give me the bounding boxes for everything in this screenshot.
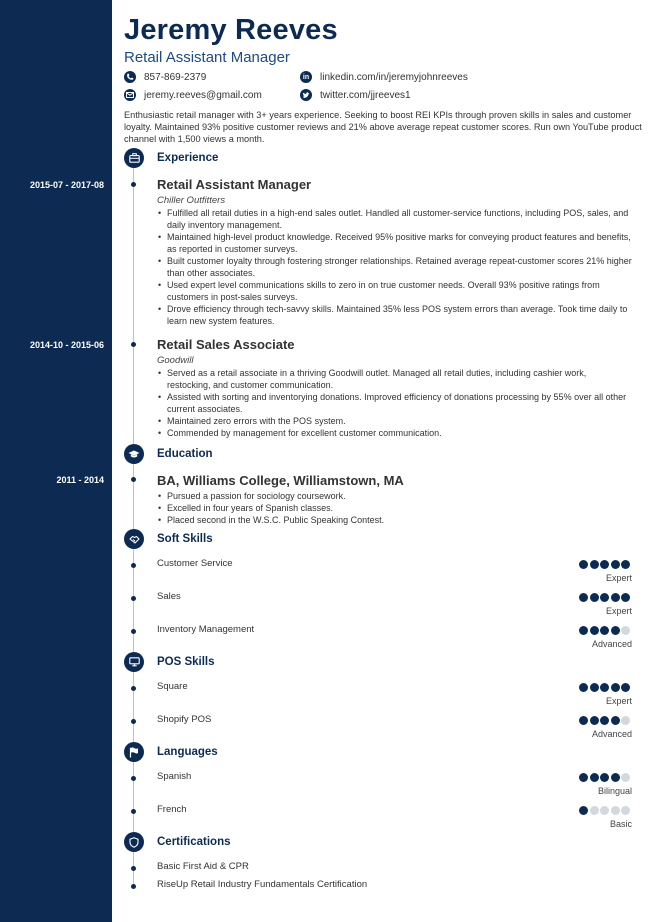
- email-text[interactable]: jeremy.reeves@gmail.com: [144, 89, 262, 101]
- language-name: Spanish: [157, 771, 192, 782]
- rating-dot-filled: [611, 716, 620, 725]
- rating-dot-filled: [590, 716, 599, 725]
- twitter-contact: [300, 89, 411, 101]
- candidate-role: Retail Assistant Manager: [124, 49, 290, 66]
- bullet-item: • Maintained zero errors with the POS system.: [157, 415, 632, 427]
- rating-dot-empty: [621, 773, 630, 782]
- briefcase-icon: [124, 148, 144, 168]
- skill-level: Advanced: [591, 729, 632, 739]
- resume-header: [112, 0, 652, 922]
- skill-name: Sales: [157, 591, 181, 602]
- rating-dot-filled: [600, 683, 609, 692]
- rating-dot-filled: [600, 560, 609, 569]
- job-bullets: [157, 367, 632, 439]
- education-bullets: [157, 490, 632, 526]
- job-bullets: [157, 207, 632, 327]
- bullet-item: • Commended by management for excellent customer communication.: [157, 427, 632, 439]
- section-title-languages: Languages: [157, 746, 218, 758]
- language-level: Basic: [609, 819, 632, 829]
- timeline-dot: [131, 596, 136, 601]
- skill-level: Expert: [605, 606, 632, 616]
- section-title-education: Education: [157, 448, 213, 460]
- language-rating: [579, 773, 630, 782]
- linkedin-contact: [300, 71, 468, 83]
- twitter-text[interactable]: twitter.com/jjreeves1: [320, 89, 411, 101]
- skill-rating: [579, 626, 630, 635]
- phone-text[interactable]: 857-869-2379: [144, 71, 207, 83]
- rating-dot-filled: [611, 773, 620, 782]
- skill-rating: [579, 716, 630, 725]
- profile-summary: Enthusiastic retail manager with 3+ years experience. Seeking to boost REI KPIs through proven skills in sales and customer loyalty. Maintained 93% positive customer reviews and 21% above average repeat customer scores. Run own YouTube product channel with 1,500 views a month.: [124, 110, 642, 145]
- rating-dot-filled: [611, 593, 620, 602]
- skill-rating: [579, 560, 630, 569]
- candidate-name: Jeremy Reeves: [124, 14, 338, 46]
- job-title: Retail Assistant Manager: [157, 177, 312, 192]
- language-name: French: [157, 804, 187, 815]
- job-dates: 2014-10 - 2015-06: [29, 340, 104, 350]
- bullet-item: • Placed second in the W.S.C. Public Speaking Contest.: [157, 514, 632, 526]
- timeline-dot: [131, 182, 136, 187]
- rating-dot-filled: [579, 560, 588, 569]
- language-level: Bilingual: [597, 786, 632, 796]
- rating-dot-empty: [590, 806, 599, 815]
- timeline-dot: [131, 809, 136, 814]
- bullet-item: • Served as a retail associate in a thriving Goodwill outlet. Managed all retail duties, including cashier work, restocking, and customer communication.: [157, 367, 632, 391]
- rating-dot-filled: [579, 716, 588, 725]
- rating-dot-filled: [590, 593, 599, 602]
- skill-level: Advanced: [591, 639, 632, 649]
- skill-name: Square: [157, 681, 188, 692]
- job-title: Retail Sales Associate: [157, 337, 295, 352]
- certificate-icon: [124, 832, 144, 852]
- flag-icon: [124, 742, 144, 762]
- section-title-pos-skills: POS Skills: [157, 656, 215, 668]
- rating-dot-filled: [590, 626, 599, 635]
- phone-icon: [124, 71, 136, 83]
- rating-dot-filled: [611, 683, 620, 692]
- section-title-experience: Experience: [157, 152, 219, 164]
- sidebar: [0, 0, 112, 922]
- skill-level: Expert: [605, 573, 632, 583]
- rating-dot-filled: [621, 560, 630, 569]
- rating-dot-filled: [590, 560, 599, 569]
- bullet-item: • Excelled in four years of Spanish classes.: [157, 502, 632, 514]
- skill-level: Expert: [605, 696, 632, 706]
- job-company: Goodwill: [157, 355, 194, 366]
- rating-dot-filled: [590, 683, 599, 692]
- language-rating: [579, 806, 630, 815]
- education-title: BA, Williams College, Williamstown, MA: [157, 473, 404, 488]
- section-title-certifications: Certifications: [157, 836, 231, 848]
- bullet-item: • Used expert level communications skills to zero in on true customer needs. Overall 93% positive ratings from customers in post-sales surveys.: [157, 279, 632, 303]
- rating-dot-empty: [621, 626, 630, 635]
- rating-dot-filled: [579, 806, 588, 815]
- rating-dot-empty: [621, 806, 630, 815]
- timeline-dot: [131, 884, 136, 889]
- skill-rating: [579, 683, 630, 692]
- twitter-icon: [300, 89, 312, 101]
- bullet-item: • Maintained high-level product knowledge. Received 95% positive marks for conveying product features and benefits, as reported in customer surveys.: [157, 231, 632, 255]
- rating-dot-filled: [579, 683, 588, 692]
- rating-dot-filled: [611, 560, 620, 569]
- rating-dot-filled: [590, 773, 599, 782]
- timeline-dot: [131, 629, 136, 634]
- rating-dot-empty: [621, 716, 630, 725]
- bullet-item: • Fulfilled all retail duties in a high-end sales outlet. Handled all customer-service functions, including POS, sales, and daily inventory management.: [157, 207, 632, 231]
- rating-dot-filled: [600, 773, 609, 782]
- timeline-dot: [131, 866, 136, 871]
- timeline-dot: [131, 563, 136, 568]
- section-title-soft-skills: Soft Skills: [157, 533, 213, 545]
- rating-dot-filled: [579, 626, 588, 635]
- skill-name: Shopify POS: [157, 714, 212, 725]
- bullet-item: • Assisted with sorting and inventorying donations. Improved efficiency of donations processing by 55% over all other current associates.: [157, 391, 632, 415]
- skill-name: Inventory Management: [157, 624, 255, 635]
- rating-dot-filled: [621, 683, 630, 692]
- email-contact: [124, 89, 262, 101]
- rating-dot-filled: [600, 716, 609, 725]
- education-dates: 2011 - 2014: [56, 475, 104, 485]
- timeline-dot: [131, 776, 136, 781]
- bullet-item: • Pursued a passion for sociology coursework.: [157, 490, 632, 502]
- timeline-dot: [131, 719, 136, 724]
- email-icon: [124, 89, 136, 101]
- timeline-dot: [131, 686, 136, 691]
- handshake-icon: [124, 529, 144, 549]
- timeline-dot: [131, 477, 136, 482]
- certification-item: Basic First Aid & CPR: [157, 861, 249, 872]
- certification-item: RiseUp Retail Industry Fundamentals Certification: [157, 879, 368, 890]
- bullet-item: • Drove efficiency through tech-savvy skills. Maintained 35% less POS system errors than average. Took time daily to learn new system features.: [157, 303, 632, 327]
- rating-dot-empty: [611, 806, 620, 815]
- linkedin-icon: in: [300, 71, 312, 83]
- rating-dot-empty: [600, 806, 609, 815]
- rating-dot-filled: [611, 626, 620, 635]
- job-dates: 2015-07 - 2017-08: [29, 180, 104, 190]
- rating-dot-filled: [621, 593, 630, 602]
- graduation-cap-icon: [124, 444, 144, 464]
- rating-dot-filled: [579, 593, 588, 602]
- skill-rating: [579, 593, 630, 602]
- monitor-icon: [124, 652, 144, 672]
- timeline-dot: [131, 342, 136, 347]
- linkedin-text[interactable]: linkedin.com/in/jeremyjohnreeves: [320, 71, 468, 83]
- rating-dot-filled: [600, 626, 609, 635]
- job-company: Chiller Outfitters: [157, 195, 226, 206]
- rating-dot-filled: [579, 773, 588, 782]
- rating-dot-filled: [600, 593, 609, 602]
- bullet-item: • Built customer loyalty through fostering stronger relationships. Retained average repeat-customer scores 21% higher than other associates.: [157, 255, 632, 279]
- skill-name: Customer Service: [157, 558, 233, 569]
- phone-contact: [124, 71, 206, 83]
